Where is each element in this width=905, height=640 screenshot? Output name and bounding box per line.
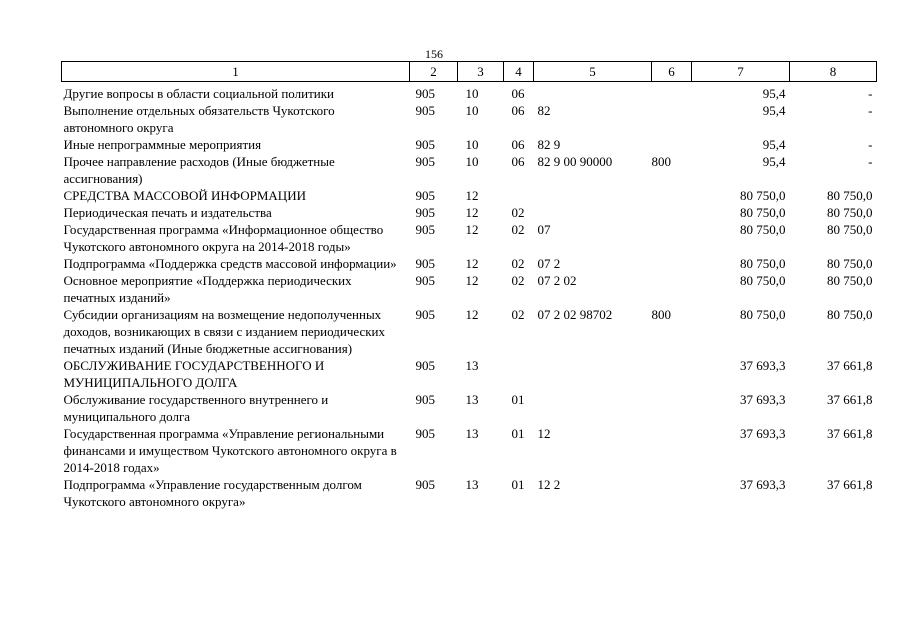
row-amount-col7: 95,4 [762,154,786,169]
row-section: 12 [465,205,479,220]
row-target-article: 07 2 [537,256,561,271]
row-section: 12 [465,222,479,237]
row-section: 13 [465,426,479,441]
row-amount-col7: 37 693,3 [740,477,786,492]
row-amount-col8: 37 661,8 [827,392,873,407]
row-amount-col7: 37 693,3 [740,358,786,373]
row-amount-col7: 80 750,0 [740,273,786,288]
table-row [62,204,877,221]
row-name: Основное мероприятие «Поддержка периодических печатных изданий» [63,273,352,305]
row-ministry-code: 905 [415,103,435,118]
row-name: СРЕДСТВА МАССОВОЙ ИНФОРМАЦИИ [63,188,306,203]
row-amount-col7: 95,4 [762,137,786,152]
budget-table-container [61,61,877,510]
row-amount-col8: - [868,154,873,169]
table-header [62,62,877,82]
row-amount-col7: 80 750,0 [740,256,786,271]
row-amount-col8: 80 750,0 [827,222,873,237]
row-expense-type [652,391,692,425]
row-expense-type [652,221,692,255]
row-section: 12 [465,188,479,203]
row-subsection: 01 [511,426,525,441]
row-amount-col7: 95,4 [762,103,786,118]
row-name: Другие вопросы в области социальной политики [63,86,334,101]
table-row [62,476,877,510]
row-target-article: 12 [537,426,551,441]
row-target-article [534,204,652,221]
row-expense-type [652,187,692,204]
row-target-article: 07 2 02 98702 [537,307,613,322]
row-ministry-code: 905 [415,307,435,322]
row-target-article [534,187,652,204]
row-amount-col7: 80 750,0 [740,205,786,220]
row-expense-type: 800 [651,154,671,169]
row-target-article: 82 9 [537,137,561,152]
row-target-article: 07 [537,222,551,237]
row-subsection: 02 [511,256,525,271]
row-subsection: 02 [511,307,525,322]
header-col-3: 3 [458,62,504,82]
row-subsection: 06 [511,137,525,152]
row-expense-type [652,255,692,272]
row-ministry-code: 905 [415,154,435,169]
row-subsection: 06 [511,103,525,118]
table-row [62,425,877,476]
row-expense-type [652,136,692,153]
row-amount-col7: 80 750,0 [740,307,786,322]
row-section: 12 [465,256,479,271]
table-row [62,306,877,357]
row-subsection: 06 [511,86,525,101]
row-ministry-code: 905 [415,205,435,220]
page-number: 156 [425,47,443,61]
header-row [62,62,877,82]
budget-table [61,61,877,510]
table-row [62,136,877,153]
row-amount-col8: 37 661,8 [827,426,873,441]
row-section: 13 [465,392,479,407]
row-amount-col8: 37 661,8 [827,477,873,492]
header-col-2: 2 [410,62,458,82]
header-col-8: 8 [790,62,877,82]
row-expense-type [652,357,692,391]
row-name: Иные непрограммные мероприятия [63,137,262,152]
row-target-article: 82 [537,103,551,118]
row-amount-col7: 37 693,3 [740,392,786,407]
row-subsection: 02 [511,273,525,288]
row-amount-col8: - [868,103,873,118]
row-name: Субсидии организациям на возмещение недополученных доходов, возникающих в связи с изданием периодических печатных изданий (Иные бюджетные ассигнования) [63,307,386,356]
row-amount-col8: - [868,86,873,101]
row-ministry-code: 905 [415,256,435,271]
row-ministry-code: 905 [415,477,435,492]
row-target-article [534,357,652,391]
header-col-6: 6 [652,62,692,82]
row-ministry-code: 905 [415,137,435,152]
table-row [62,255,877,272]
row-section: 12 [465,273,479,288]
row-amount-col8: 80 750,0 [827,188,873,203]
row-ministry-code: 905 [415,358,435,373]
row-subsection: 06 [511,154,525,169]
row-name: Периодическая печать и издательства [63,205,272,220]
row-ministry-code: 905 [415,392,435,407]
row-amount-col7: 95,4 [762,86,786,101]
row-expense-type [652,272,692,306]
row-section: 10 [465,154,479,169]
row-subsection [504,357,534,391]
row-section: 10 [465,103,479,118]
row-section: 10 [465,86,479,101]
row-expense-type [652,476,692,510]
row-ministry-code: 905 [415,222,435,237]
row-target-article [534,82,652,103]
row-amount-col7: 80 750,0 [740,188,786,203]
row-expense-type [652,425,692,476]
row-name: Подпрограмма «Поддержка средств массовой информации» [63,256,397,271]
row-subsection: 01 [511,477,525,492]
table-row [62,357,877,391]
row-ministry-code: 905 [415,86,435,101]
header-col-7: 7 [692,62,790,82]
row-ministry-code: 905 [415,273,435,288]
row-amount-col8: 37 661,8 [827,358,873,373]
row-amount-col8: - [868,137,873,152]
table-row [62,187,877,204]
row-subsection [504,187,534,204]
row-amount-col8: 80 750,0 [827,256,873,271]
row-target-article: 07 2 02 [537,273,577,288]
row-section: 10 [465,137,479,152]
row-section: 13 [465,477,479,492]
header-col-4: 4 [504,62,534,82]
row-amount-col8: 80 750,0 [827,307,873,322]
row-ministry-code: 905 [415,188,435,203]
row-subsection: 01 [511,392,525,407]
row-subsection: 02 [511,222,525,237]
table-body [62,82,877,511]
row-amount-col7: 37 693,3 [740,426,786,441]
table-row [62,272,877,306]
row-target-article: 82 9 00 90000 [537,154,613,169]
table-row [62,102,877,136]
table-row [62,82,877,103]
row-amount-col8: 80 750,0 [827,273,873,288]
table-row [62,391,877,425]
row-expense-type [652,102,692,136]
header-col-5: 5 [534,62,652,82]
row-ministry-code: 905 [415,426,435,441]
row-name: Обслуживание государственного внутреннего и муниципального долга [63,392,329,424]
table-row [62,153,877,187]
row-section: 12 [465,307,479,322]
row-name: Государственная программа «Информационное общество Чукотского автономного округа на 2014-2018 годы» [63,222,384,254]
row-target-article [534,391,652,425]
row-expense-type: 800 [651,307,671,322]
row-name: ОБСЛУЖИВАНИЕ ГОСУДАРСТВЕННОГО И МУНИЦИПАЛЬНОГО ДОЛГА [63,358,325,390]
row-expense-type [652,82,692,103]
row-section: 13 [465,358,479,373]
row-name: Выполнение отдельных обязательств Чукотского автономного округа [63,103,335,135]
row-target-article: 12 2 [537,477,561,492]
row-amount-col8: 80 750,0 [827,205,873,220]
header-col-1: 1 [62,62,410,82]
row-amount-col7: 80 750,0 [740,222,786,237]
row-subsection: 02 [511,205,525,220]
row-name: Прочее направление расходов (Иные бюджетные ассигнования) [63,154,335,186]
row-name: Подпрограмма «Управление государственным долгом Чукотского автономного округа» [63,477,362,509]
row-expense-type [652,204,692,221]
table-row [62,221,877,255]
row-name: Государственная программа «Управление региональными финансами и имуществом Чукотского автономного округа в 2014-2018 годах» [63,426,397,475]
